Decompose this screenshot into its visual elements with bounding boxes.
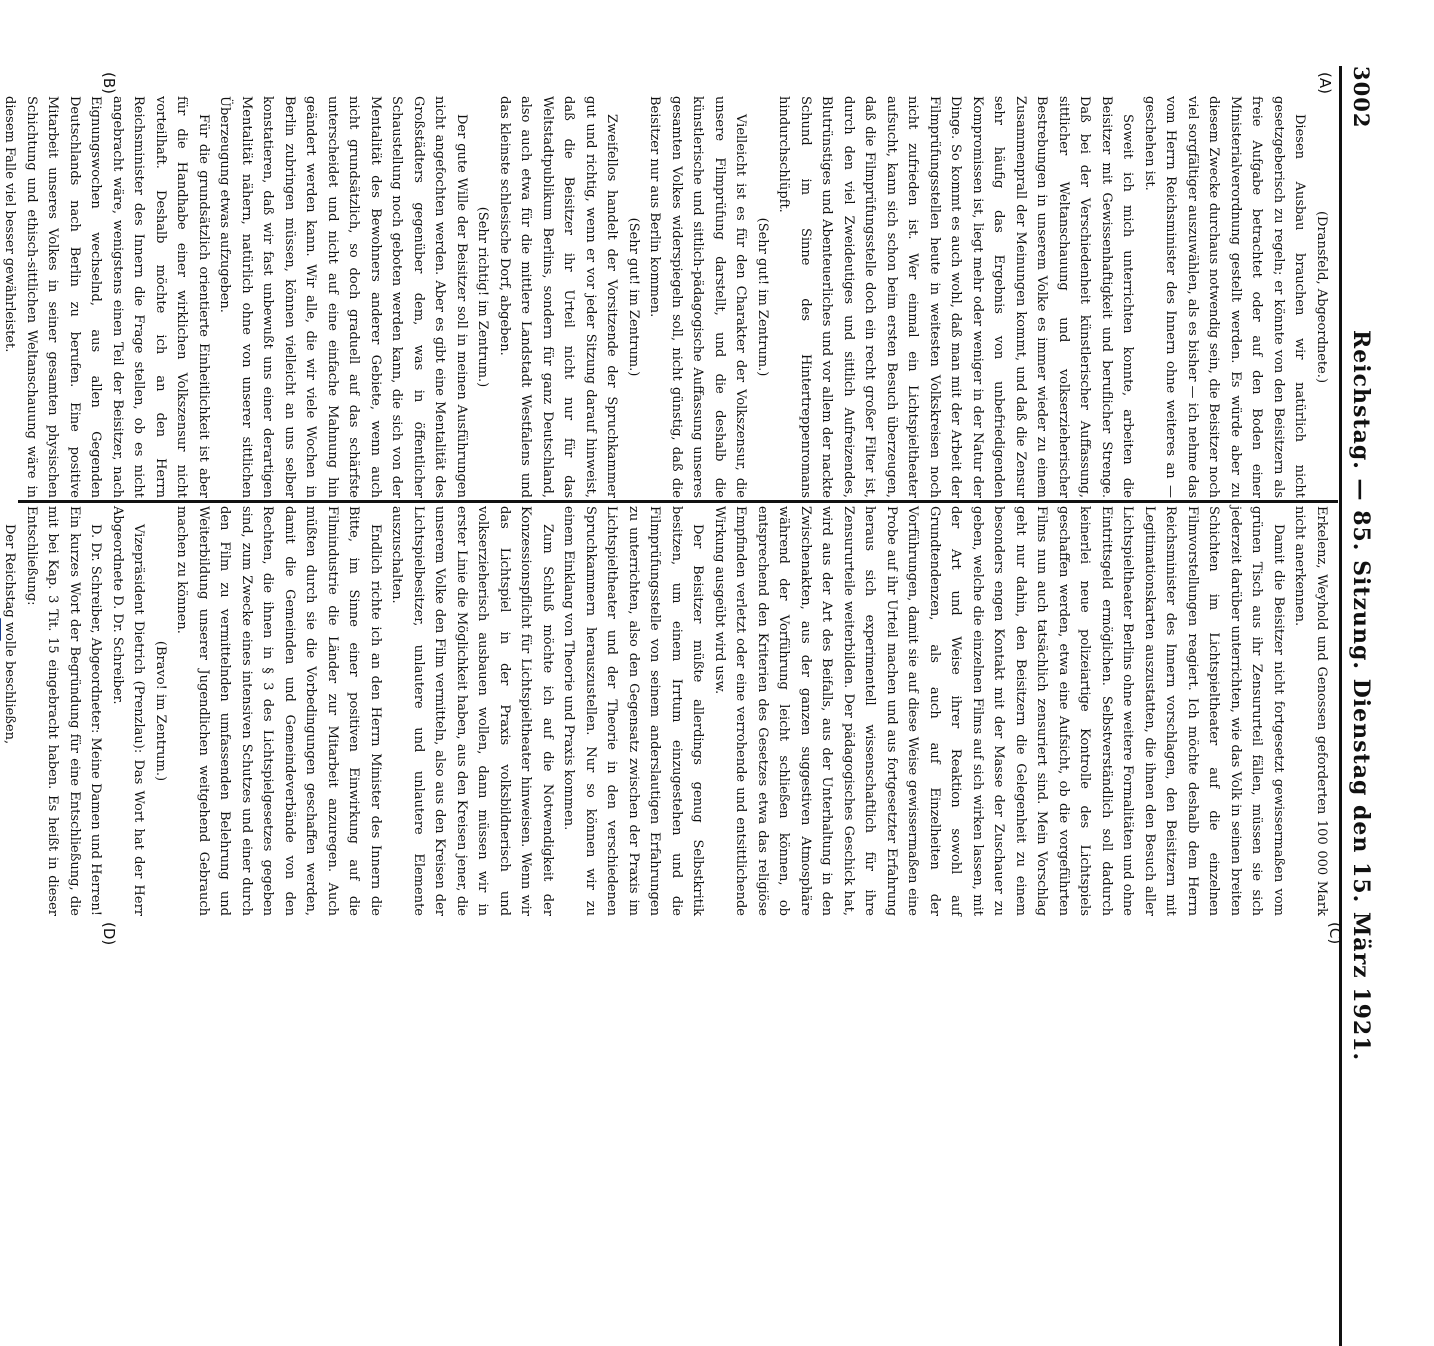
paragraph: Damit die Beisitzer nicht fortgesetzt gewissermaßen vom grünen Tisch aus ihr Zensururteil fällen, müssen sie sich jederzeit darüber unterrichten, wie das Volk in seinen breiten Schichten im Lichtspieltheater auf die einzelnen Filmvorstellungen reagiert. Ich möchte deshalb dem Herrn Reichsminister des Innern vorschlagen, den Beisitzern mit Legitimationskarten auszustatten, die ihnen den Besuch aller Lichtspieltheater Berlins ohne weitere Formalitäten und ohne Eintrittsgeld ermöglichen. Selbstverständlich soll dadurch keinerlei neue polizeiartige Kontrolle des Lichtspiels geschaffen werden, etwa eine Aufsicht, ob die vorgeführten Films nun auch tatsächlich zensuriert sind. Mein Vorschlag geht nur dahin, den Beisitzern die Gelegenheit zu einem besonders engen Kontakt mit der Masse der Zuschauer zu geben, welche die einzelnen Films auf sich wirken lassen, mit der Art und Weise ihrer Reaktion sowohl auf Grundtendenzen, als auch auf Einzelheiten der Vorführungen, damit sie auf diese Weise gewissermaßen eine Probe auf ihr Urteil machen und aus fortgesetzter Erfahrung heraus sich experimentell wissenschaftlich für ihre Zensururteile weiterbilden. Der pädagogisches Geschick hat, wird aus der Art des Beifalls, aus der Unterhaltung in den Zwischenakten, aus der ganzen suggestiven Atmosphäre während der Vorführung leicht schließen können, ob entsprechend den Kriterien des Gesetzes etwa das religiöse Empfinden verletzt oder eine verrohende und entsittlichende Wirkung ausgeübt wird usw. bbox=[712, 506, 1286, 916]
paragraph: Der gute Wille der Beisitzer soll in meinen Ausführungen nicht angefochten werden. Aber es gibt eine Mentalität des Großstädters gegenüber dem, was in öffentlicher Schaustellung noch geboten werden kann, die sich von der Mentalität des Bewohners anderer Gebiete, wenn auch nicht grundsätzlich, so doch graduell auf das schärfste unterscheidet und nicht auf eine einfache Mahnung hin geändert werden kann. Wir alle, die wir viele Wochen in Berlin zubringen müssen, können vielleicht an uns selber konstatieren, daß wir fast unbewußt uns einer derartigen Mentalität nähern, natürlich ohne von unserer sittlichen Überzeugung etwas aufzugeben. bbox=[217, 96, 469, 498]
paragraph: Der Beisitzer müßte allerdings genug Selbstkritik besitzen, um einem Irrtum einzugestehen und die Filmprüfungsstelle von seinem anderslautigen Erfahrungen zu unterrichten, also den Gegensatz zwischen der Praxis im Lichtspieltheater und der Theorie in den verschiedenen Spruchkammern herauszustellen. Nur so können wir zu einem Einklang von Theorie und Praxis kommen. bbox=[561, 506, 706, 916]
margin-mark-d: (D) bbox=[100, 922, 118, 946]
paragraph: Zum Schluß möchte ich auf die Notwendigkeit der Konzessionspflicht für Lichtspieltheater hinweisen. Wenn wir das Lichtspiel in der Praxis volksbildnerisch und volkserzieherisch ausbauen wollen, dann müssen wir in erster Linie die Möglichkeit haben, aus den Kreisen jener, die unserem Volke den Film vermitteln, also aus den Kreisen der Lichtspielbesitzer, unlautere und unlautere Elemente auszuschalten. bbox=[389, 506, 555, 916]
paragraph: Zweifellos handelt der Vorsitzende der Spruchkammer gut und richtig, wenn er vor jeder Sitzung darauf hinweist, daß die Beisitzer ihr Urteil nicht nur für das Weltstadtpublikum Berlins, sondern für ganz Deutschland, also auch etwa für die mittlere Landstadt Westfalens und das kleinste schlesische Dorf, abgeben. bbox=[497, 96, 620, 498]
interjection: (Sehr richtig! im Zentrum.) bbox=[475, 206, 491, 388]
interjection: (Sehr gut! im Zentrum.) bbox=[626, 217, 641, 377]
paragraph: Diesen Ausbau brauchen wir natürlich nicht gesetzgeberisch zu regeln; er könnte von den Beisitzern als freie Aufgabe betrachtet oder auf den Boden einer Ministerialverordnung gestellt werden. Es würde aber zu diesem Zwecke durchaus notwendig sein, die Beisitzer noch viel sorgfältiger auszuwählen, als es bisher — ich nehme das vom Herrn Reichsminister des Innern ohne weiteres an — geschehen ist. bbox=[1142, 96, 1308, 498]
credit-text bbox=[0, 645, 1, 996]
speaker-line: (Dransfeld, Abgeordnete.) bbox=[1314, 210, 1329, 384]
right-column bbox=[0, 506, 1332, 916]
running-head: Reichstag. — 85. Sitzung. Dienstag den 15. März 1921. bbox=[1348, 330, 1374, 1062]
paragraph: Soweit ich mich unterrichten konnte, arbeiten die Beisitzer mit Gewissenhaftigkeit und beruflicher Strenge. Daß bei der Verschiedenheit künstlerischer Auffassung, sittlicher Weltanschauung und volkserzieherischer Bestrebungen in unserem Volke es immer wieder zu einem Zusammenprall der Meinungen kommt, und daß die Zensur sehr häufig das Ergebnis von unbefriedigenden Kompromissen ist, liegt mehr oder weniger in der Natur der Dinge. So kommt es auch wohl, daß man mit der Arbeit der Filmprüfungsstellen heute in weitesten Volkskreisen noch nicht zufrieden ist. Wer einmal ein Lichtspieltheater aufsucht, kann sich schon beim ersten Besuch überzeugen, daß die Filmprüfungsstelle doch ein recht großer Filter ist, durch den viel Zweideutiges und sittlich Aufreizendes, Blutrünstiges und Abenteuerliches und vor allem der nackte Schund im Sinne des Hintertreppenromans hindurchschlüpft. bbox=[776, 96, 1136, 498]
margin-mark-b: (B) bbox=[100, 72, 118, 94]
interjection: (Bravo! im Zentrum.) bbox=[153, 640, 168, 782]
paragraph: Erkelenz, Weyhold und Genossen geforderten 100 000 Mark nicht anerkennen. bbox=[1292, 506, 1329, 916]
paragraph: Endlich richte ich an den Herrn Minister des Innern die Bitte, im Sinne einer positiven Einwirkung auf die Filmindustrie die Länder zur Mitarbeit anzuregen. Auch müßten durch sie die Vorbedingungen geschaffen werden, damit die Gemeinden und Gemeindeverbände von den Rechten, die ihnen in § 3 des Lichtspielgesetzes gegeben sind, zum Zwecke eines intensiven Schutzes und einer durch den Film zu vermittelnden umfassenden Belehrung und Weiterbildung unserer Jugendlichen weitgehend Gebrauch machen zu können. bbox=[174, 506, 383, 916]
paragraph: Vizepräsident Dietrich (Prenzlau): Das Wort hat der Herr Abgeordnete D. Dr. Schreiber. bbox=[110, 506, 147, 916]
paragraph: D. Dr. Schreiber, Abgeordneter: Meine Damen und Herren! Ein kurzes Wort der Begründung für eine Entschließung, die mit bei Kap. 3 Tit. 15 eingebracht haben. Es heißt in dieser Entschließung: bbox=[24, 506, 104, 916]
interjection: (Sehr gut! im Zentrum.) bbox=[755, 217, 770, 377]
dfg-logo bbox=[0, 618, 1, 641]
column-divider bbox=[18, 500, 1338, 503]
header-rule bbox=[1339, 66, 1342, 1346]
page-number: 3002 bbox=[1349, 66, 1374, 129]
margin-mark-a: (A) bbox=[1316, 72, 1334, 94]
digitization-credit bbox=[0, 616, 2, 996]
margin-mark-c: (C) bbox=[1326, 922, 1344, 945]
paragraph: Für die grundsätzlich orientierte Einheitlichkeit ist aber für die Handhabe einer wirklichen Volkszensur nicht vorteilhaft. Deshalb möchte ich an den Herrn Reichsminister des Innern die Frage stellen, ob es nicht angebracht wäre, wenigstens einen Teil der Beisitzer, nach Eignungswochen wechselnd, aus allen Gegenden Deutschlands nach Berlin zu berufen. Eine positive Mitarbeit unseres Volkes in seiner gesamten physischen Schichtung und ethisch-sittlichen Weltanschauung wäre in diesem Falle viel besser gewährleistet. bbox=[2, 96, 211, 498]
left-column bbox=[0, 96, 1332, 498]
paragraph: Der Reichstag wolle beschließen, bbox=[2, 524, 18, 745]
paragraph: Vielleicht ist es für den Charakter der Volkszensur, die unsere Filmprüfung darstellt, und die deshalb die künstlerische und sittlich-pädagogische Auffassung unseres gesamten Volkes widerspiegeln soll, nicht günstig, daß die Beisitzer nur aus Berlin kommen. bbox=[647, 96, 749, 498]
